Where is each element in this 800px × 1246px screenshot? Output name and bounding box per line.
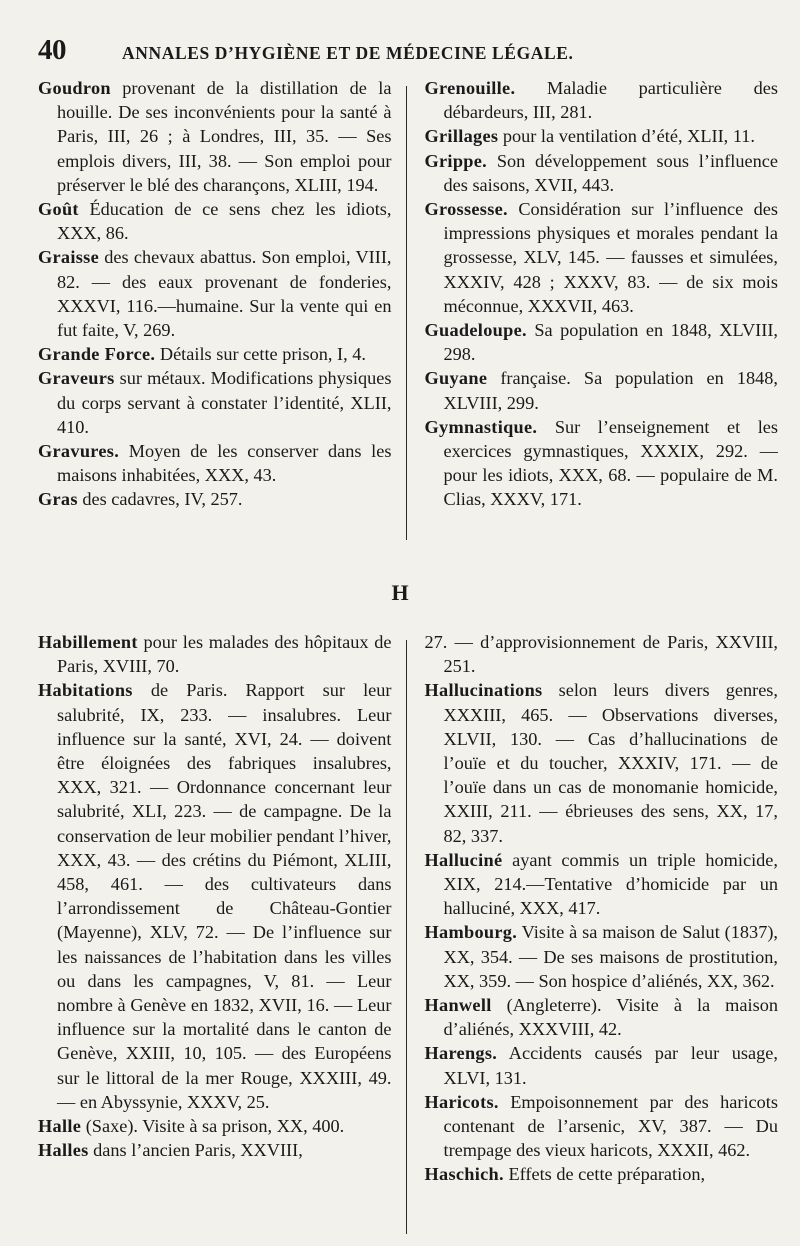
entry-headword: Haschich. <box>424 1164 504 1185</box>
index-entry <box>425 920 779 993</box>
entry-text: selon leurs divers genres, XXXIII, 465. — Observations diverses, XLVII, 130. — Cas d’hallucinations de l’ouïe et du toucher, XXXIV, 171. — de l’ouïe dans un cas de monomanie homicide, XXIII, 211. — ébrieuses des sens, XX, 17, 82, 337. <box>443 680 778 846</box>
entry-headword: Grenouille. <box>424 78 516 98</box>
entry-text: ayant commis un triple homicide, XIX, 214.—Tentative d’homicide par un halluciné, XXX, 417. <box>443 849 778 919</box>
entry-headword: Hambourg. <box>424 922 518 943</box>
index-entry <box>38 678 392 1114</box>
entry-headword: Harengs. <box>424 1043 498 1064</box>
index-entry <box>425 366 779 414</box>
entry-text: des chevaux abattus. Son emploi, VIII, 82. — des eaux provenant de fonderies, XXXVI, 116.—humaine. Sur la vente qui en fut faite, V, 269. <box>57 247 392 341</box>
entry-headword: Grippe. <box>424 150 488 171</box>
entry-headword: Gras <box>38 489 78 510</box>
entry-headword: Grillages <box>424 126 499 147</box>
entry-headword: Haricots. <box>424 1091 499 1112</box>
index-entry-continued <box>425 630 779 678</box>
entry-text: Maladie particulière des débardeurs, III, 281. <box>443 78 778 123</box>
entry-text: française. Sa population en 1848, XLVIII, 299. <box>443 368 778 413</box>
entry-headword: Hanwell <box>424 995 492 1016</box>
column-left <box>38 76 400 546</box>
entry-headword: Gymnastique. <box>424 416 538 437</box>
entry-text: pour les malades des hôpitaux de Paris, XVIII, 70. <box>57 632 392 677</box>
index-entry <box>38 1138 392 1162</box>
page-header <box>38 34 778 68</box>
index-entry <box>425 149 779 197</box>
entry-headword: Goût <box>38 199 79 220</box>
entry-headword: Guyane <box>424 368 488 389</box>
page-number: 40 <box>38 34 66 66</box>
entry-headword: Graisse <box>38 247 99 268</box>
index-entry <box>425 76 779 124</box>
index-entry <box>38 439 392 487</box>
index-entry <box>425 415 779 512</box>
index-entry <box>425 1162 779 1186</box>
entry-headword: Habitations <box>38 680 133 701</box>
entry-text: Éducation de ce sens chez les idiots, XXX, 86. <box>57 199 392 244</box>
entry-text: (Saxe). Visite à sa prison, XX, 400. <box>81 1116 345 1137</box>
index-entry <box>38 630 392 678</box>
entry-headword: Guadeloupe. <box>424 320 527 341</box>
index-entry <box>38 487 392 511</box>
index-entry <box>38 197 392 245</box>
index-entry <box>38 245 392 342</box>
index-entry <box>425 848 779 921</box>
index-entry <box>425 993 779 1041</box>
index-entry <box>425 1090 779 1163</box>
entry-headword: Graveurs <box>38 368 115 389</box>
entry-headword: Halles <box>38 1140 89 1161</box>
entry-text: provenant de la distillation de la houille. De ses inconvénients pour la santé à Paris, III, 26 ; à Londres, III, 35. — Ses emplois divers, III, 38. — Son emploi pour préserver le blé des charançons, XLIII, 194. <box>57 78 392 195</box>
entry-headword: Grande Force. <box>38 344 156 365</box>
entry-text: (Angleterre). Visite à la maison d’aliénés, XXXVIII, 42. <box>443 995 778 1040</box>
entry-headword: Goudron <box>38 78 111 98</box>
index-entry <box>425 678 779 847</box>
entry-text: Considération sur l’influence des impressions physiques et morales pendant la grossesse, XLV, 145. — fausses et simulées, XXXIV, 428 ; XXXV, 83. — de six mois méconnue, XXXVII, 463. <box>443 199 778 316</box>
entry-text: Visite à sa maison de Salut (1837), XX, 354. — De ses maisons de prostitution, XX, 359. — Son hospice d’aliénés, XX, 362. <box>443 922 778 991</box>
entry-headword: Grossesse. <box>424 199 508 220</box>
index-entry <box>38 366 392 439</box>
entry-text: Effets de cette préparation, <box>503 1164 706 1185</box>
entry-text: dans l’ancien Paris, XXVIII, <box>88 1140 303 1161</box>
entry-text: 27. — d’approvisionnement de Paris, XXVIII, 251. <box>424 632 778 677</box>
entry-text: pour la ventilation d’été, XLII, 11. <box>498 126 755 147</box>
running-title: ANNALES D’HYGIÈNE ET DE MÉDECINE LÉGALE. <box>122 43 574 63</box>
entry-headword: Halle <box>38 1116 82 1137</box>
entry-text: sur métaux. Modifications physiques du corps servant à constater l’identité, XLII, 410. <box>57 368 392 437</box>
index-entry <box>38 342 392 366</box>
index-section-g <box>38 76 778 546</box>
column-right <box>413 76 779 546</box>
index-entry <box>38 76 392 197</box>
index-entry <box>425 1041 779 1089</box>
column-right <box>413 630 779 1240</box>
entry-headword: Halluciné <box>424 849 503 870</box>
entry-text: des cadavres, IV, 257. <box>77 489 243 510</box>
entry-headword: Gravures. <box>38 441 120 462</box>
entry-text: Son développement sous l’influence des saisons, XVII, 443. <box>443 150 778 195</box>
column-left <box>38 630 400 1240</box>
index-entry <box>38 1114 392 1138</box>
entry-text: Sa population en 1848, XLVIII, 298. <box>443 320 778 365</box>
entry-text: Moyen de les conserver dans les maisons inhabitées, XXX, 43. <box>57 441 392 486</box>
entry-text: Empoisonnement par des haricots contenant de l’arsenic, XV, 387. — Du trempage des vieux haricots, XXXII, 462. <box>443 1091 778 1161</box>
entry-text: Accidents causés par leur usage, XLVI, 131. <box>443 1043 778 1088</box>
index-entry <box>425 124 779 148</box>
index-entry <box>425 197 779 318</box>
column-rule <box>406 640 407 1234</box>
entry-text: de Paris. Rapport sur leur salubrité, IX, 233. — insalubres. Leur influence sur la santé, XVI, 24. — doivent être éloignées des fabriques insalubres, XXX, 321. — Ordonnance concernant leur salubrité, XLI, 223. — de campagne. De la conservation de leur mobilier pendant l’hiver, XXX, 43. — des crétins du Piémont, XLIII, 458, 461. — des cultivateurs dans l’arrondissement de Château-Gontier (Mayenne), XLV, 72. — De l’influence sur les naissances de l’habitation dans les villes ou dans les campagnes, V, 81. — Leur nombre à Genève en 1832, XVII, 16. — Leur influence sur la mortalité dans le canton de Genève, XXIII, 10, 105. — des Européens sur le littoral de la mer Rouge, XXXIII, 49. — en Abyssynie, XXXV, 25. <box>57 680 392 1112</box>
entry-text: Détails sur cette prison, I, 4. <box>155 344 366 365</box>
entry-headword: Habillement <box>38 632 138 652</box>
index-section-h <box>38 630 778 1240</box>
column-rule <box>406 86 407 540</box>
entry-headword: Hallucinations <box>424 680 543 701</box>
index-entry <box>425 318 779 366</box>
entry-text: Sur l’enseignement et les exercices gymnastiques, XXXIX, 292. — pour les idiots, XXX, 68. — populaire de M. Clias, XXXV, 171. <box>443 416 778 510</box>
section-letter-heading: H <box>391 580 409 605</box>
